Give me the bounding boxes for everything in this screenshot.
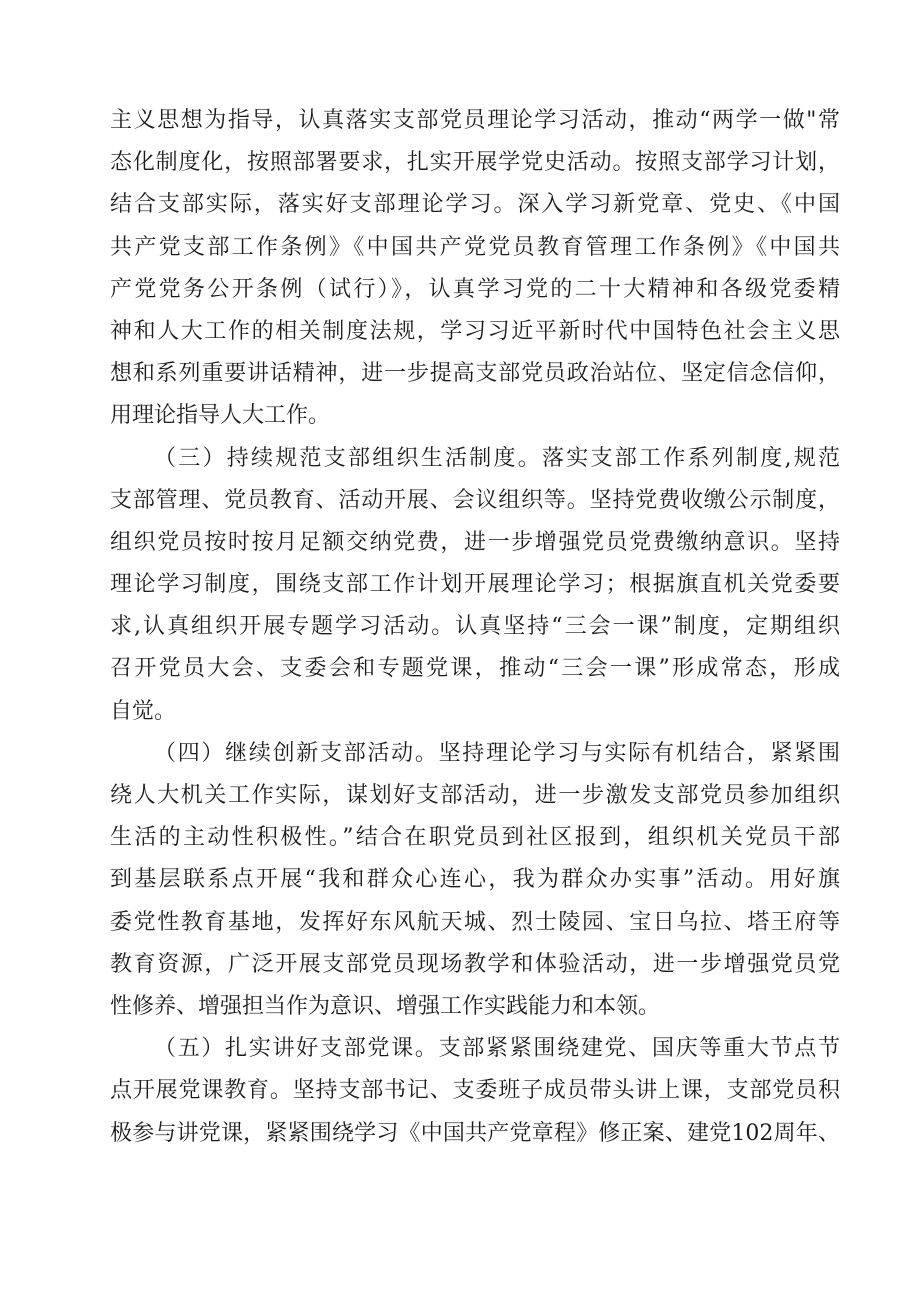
document-body (110, 100, 840, 1155)
text-line: 绕人大机关工作实际，谋划好支部活动，进一步激发支部党员参加组织 (110, 783, 840, 808)
text-line: 生活的主动性积极性。”结合在职党员到社区报到，组织机关党员干部 (110, 825, 840, 851)
paragraph-heading-line: （五）扎实讲好支部党课。支部紧紧围绕建党、国庆等重大节点节 (154, 1036, 840, 1062)
text-line: 结合支部实际，落实好支部理论学习。深入学习新党章、党史、《中国 (110, 192, 840, 218)
paragraph-heading-line: （三）持续规范支部组织生活制度。落实支部工作系列制度,规范 (154, 445, 840, 471)
text-line: 神和人大工作的相关制度法规，学习习近平新时代中国特色社会主义思 (110, 318, 840, 344)
text-line: 到基层联系点开展“我和群众心连心，我为群众办实事”活动。用好旗 (110, 867, 840, 893)
text-line: 态化制度化，按照部署要求，扎实开展学党史活动。按照支部学习计划， (110, 150, 840, 176)
paragraph-heading-line: （四）继续创新支部活动。坚持理论学习与实际有机结合，紧紧围 (154, 740, 840, 766)
text-line: 共产党支部工作条例》《中国共产党党员教育管理工作条例》《中国共 (110, 234, 840, 260)
text-line: 性修养、增强担当作为意识、增强工作实践能力和本领。 (110, 993, 661, 1019)
text-line: 组织党员按时按月足额交纳党费，进一步增强党员党费缴纳意识。坚持 (110, 529, 840, 555)
text-line: 教育资源，广泛开展支部党员现场教学和体验活动，进一步增强党员党 (110, 951, 840, 977)
text-line: 产党党务公开条例（试行）》，认真学习党的二十大精神和各级党委精 (110, 276, 840, 302)
text-line: 支部管理、党员教育、活动开展、会议组织等。坚持党费收缴公示制度， (110, 487, 840, 513)
text-line: 主义思想为指导，认真落实支部党员理论学习活动，推动“两学一做"常 (110, 108, 840, 133)
text-line: 召开党员大会、支委会和专题党课，推动“三会一课”形成常态，形成 (110, 656, 840, 682)
text-line: 想和系列重要讲话精神，进一步提高支部党员政治站位、坚定信念信仰， (110, 361, 840, 387)
text-line: 点开展党课教育。坚持支部书记、支委班子成员带头讲上课，支部党员积 (110, 1078, 840, 1104)
text-line: 求,认真组织开展专题学习活动。认真坚持“三会一课”制度，定期组织 (110, 614, 840, 640)
text-line: 委党性教育基地，发挥好东风航天城、烈士陵园、宝日乌拉、塔王府等 (110, 909, 840, 935)
text-line: 自觉。 (110, 698, 177, 724)
text-line: 理论学习制度，围绕支部工作计划开展理论学习；根据旗直机关党委要 (110, 572, 840, 598)
text-line: 极参与讲党课，紧紧围绕学习《中国共产党章程》修正案、建党102周年、 (110, 1120, 840, 1146)
text-line: 用理论指导人大工作。 (110, 403, 331, 429)
